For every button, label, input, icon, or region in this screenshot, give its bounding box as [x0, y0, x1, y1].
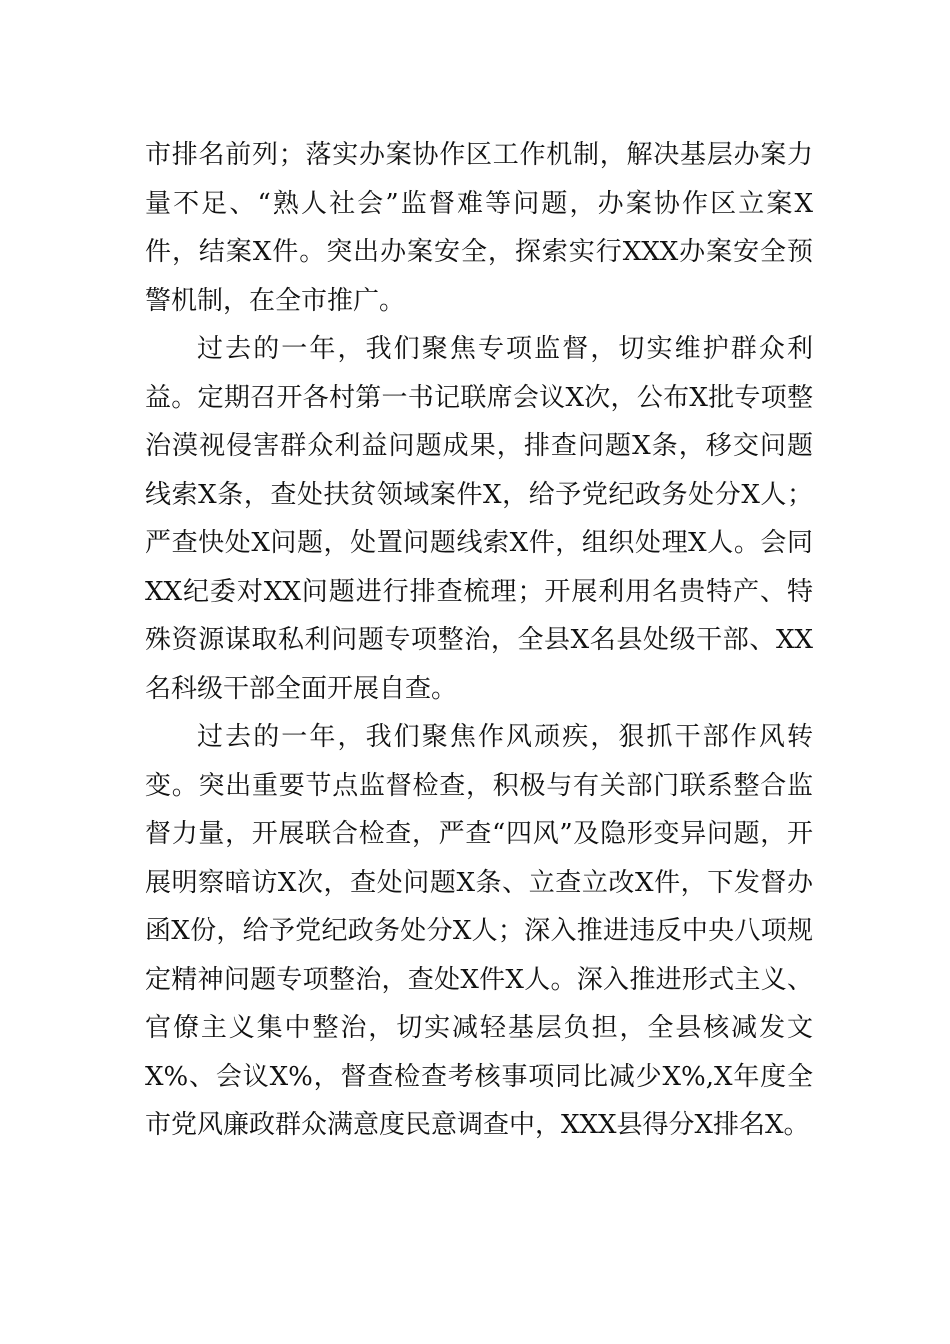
paragraph-special-supervision: 过去的一年，我们聚焦专项监督，切实维护群众利益。定期召开各村第一书记联席会议X次，公布X批专项整治漠视侵害群众利益问题成果，排查问题X条，移交问题线索X条，查处扶贫领域案件X，给予党纪政务处分X人；严查快处X问题，处置问题线索X件，组织处理X人。会同XX纪委对XX问题进行排查梳理；开展利用名贵特产、特殊资源谋取私利问题专项整治，全县X名县处级干部、XX名科级干部全面开展自查。 [145, 334, 813, 704]
paragraph-continued: 市排名前列；落实办案协作区工作机制，解决基层办案力量不足、“熟人社会”监督难等问题，办案协作区立案X件，结案X件。突出办案安全，探索实行XXX办案安全预警机制，在全市推广。 [145, 140, 813, 316]
document-body [145, 131, 813, 1150]
paragraph-work-style: 过去的一年，我们聚焦作风顽疾，狠抓干部作风转变。突出重要节点监督检查，积极与有关部门联系整合监督力量，开展联合检查，严查“四风”及隐形变异问题，开展明察暗访X次，查处问题X条、立查立改X件，下发督办函X份，给予党纪政务处分X人；深入推进违反中央八项规定精神问题专项整治，查处X件X人。深入推进形式主义、官僚主义集中整治，切实减轻基层负担，全县核减发文X%、会议X%，督查检查考核事项同比减少X%,X年度全市党风廉政群众满意度民意调查中，XXX县得分X排名X。 [145, 722, 813, 1140]
